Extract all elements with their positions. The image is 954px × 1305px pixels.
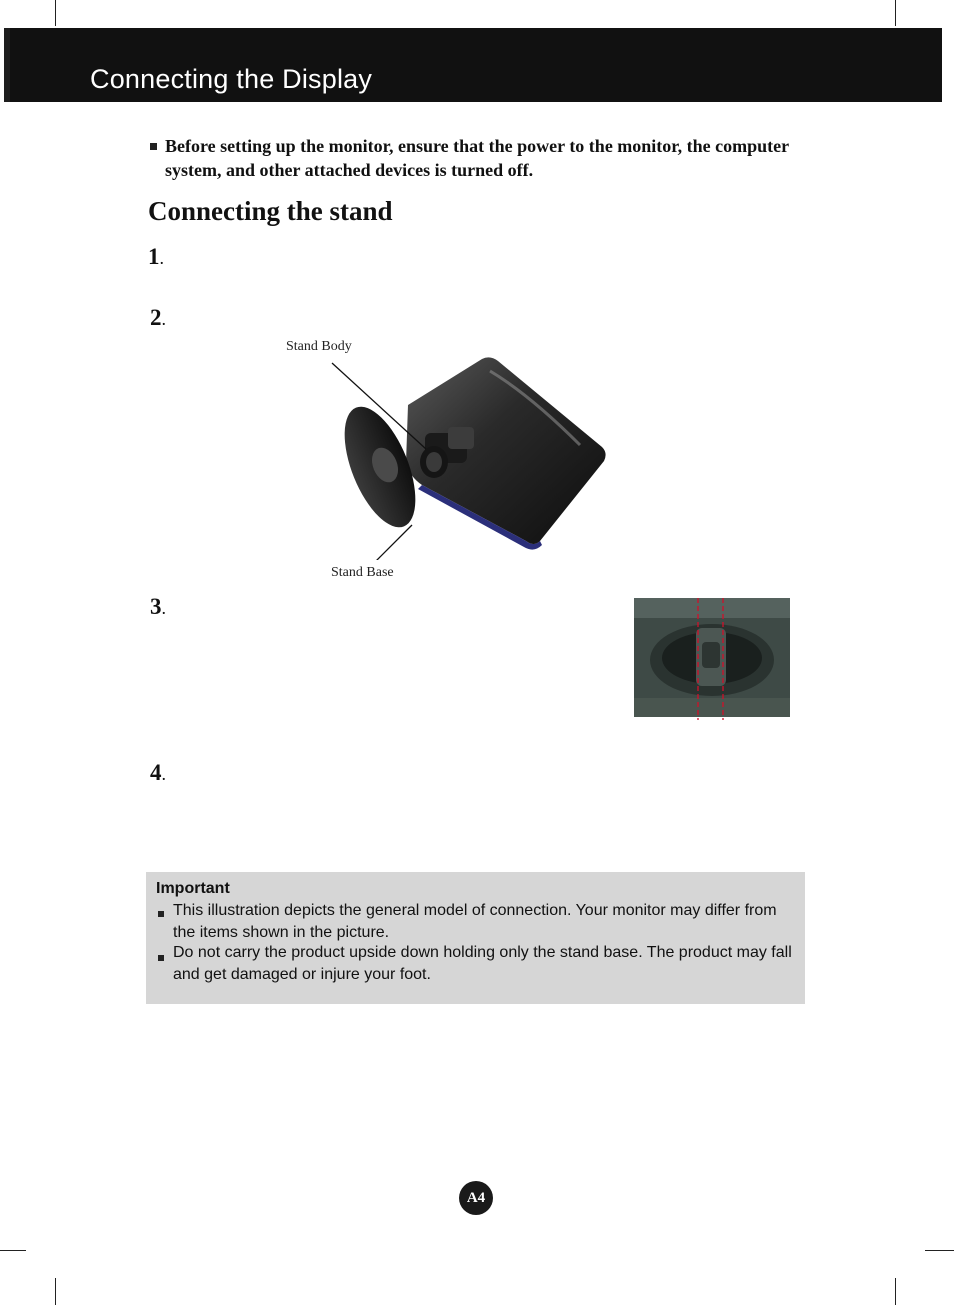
page-title: Connecting the Display <box>90 64 373 94</box>
stand-base-photo <box>634 598 790 720</box>
step-number: 2 <box>150 305 162 330</box>
intro-text: Before setting up the monitor, ensure that the power to the monitor, the computer system, and other attached devices is turned off. <box>165 136 789 180</box>
intro-note <box>150 134 810 182</box>
step-dot: . <box>161 309 166 329</box>
step-1 <box>148 244 164 270</box>
step-3 <box>150 594 166 620</box>
label-stand-body: Stand Body <box>286 339 352 354</box>
important-item: Do not carry the product upside down holding only the stand base. The product may fall and get damaged or injure your foot. <box>173 944 792 983</box>
crop-mark <box>895 0 896 26</box>
step-dot: . <box>161 598 166 618</box>
step-4 <box>150 760 166 786</box>
crop-mark <box>895 1278 896 1305</box>
section-title: Connecting the stand <box>148 196 393 226</box>
bullet-icon <box>150 143 157 150</box>
bullet-icon <box>158 911 164 917</box>
bullet-icon <box>158 955 164 961</box>
step-number: 1 <box>148 244 160 269</box>
step-number: 3 <box>150 594 162 619</box>
step-number: 4 <box>150 760 162 785</box>
important-item: This illustration depicts the general model of connection. Your monitor may differ from the items shown in the picture. <box>173 902 777 941</box>
page-number-badge: A4 <box>459 1181 493 1215</box>
important-box <box>146 872 805 1004</box>
important-heading: Important <box>156 880 230 897</box>
step-dot: . <box>161 764 166 784</box>
crop-mark <box>0 1250 26 1251</box>
crop-mark <box>925 1250 954 1251</box>
crop-mark <box>55 1278 56 1305</box>
step-dot: . <box>159 248 164 268</box>
crop-mark <box>55 0 56 26</box>
label-stand-base: Stand Base <box>331 565 394 580</box>
step-2 <box>150 305 166 331</box>
stand-assembly-illustration <box>330 335 615 560</box>
